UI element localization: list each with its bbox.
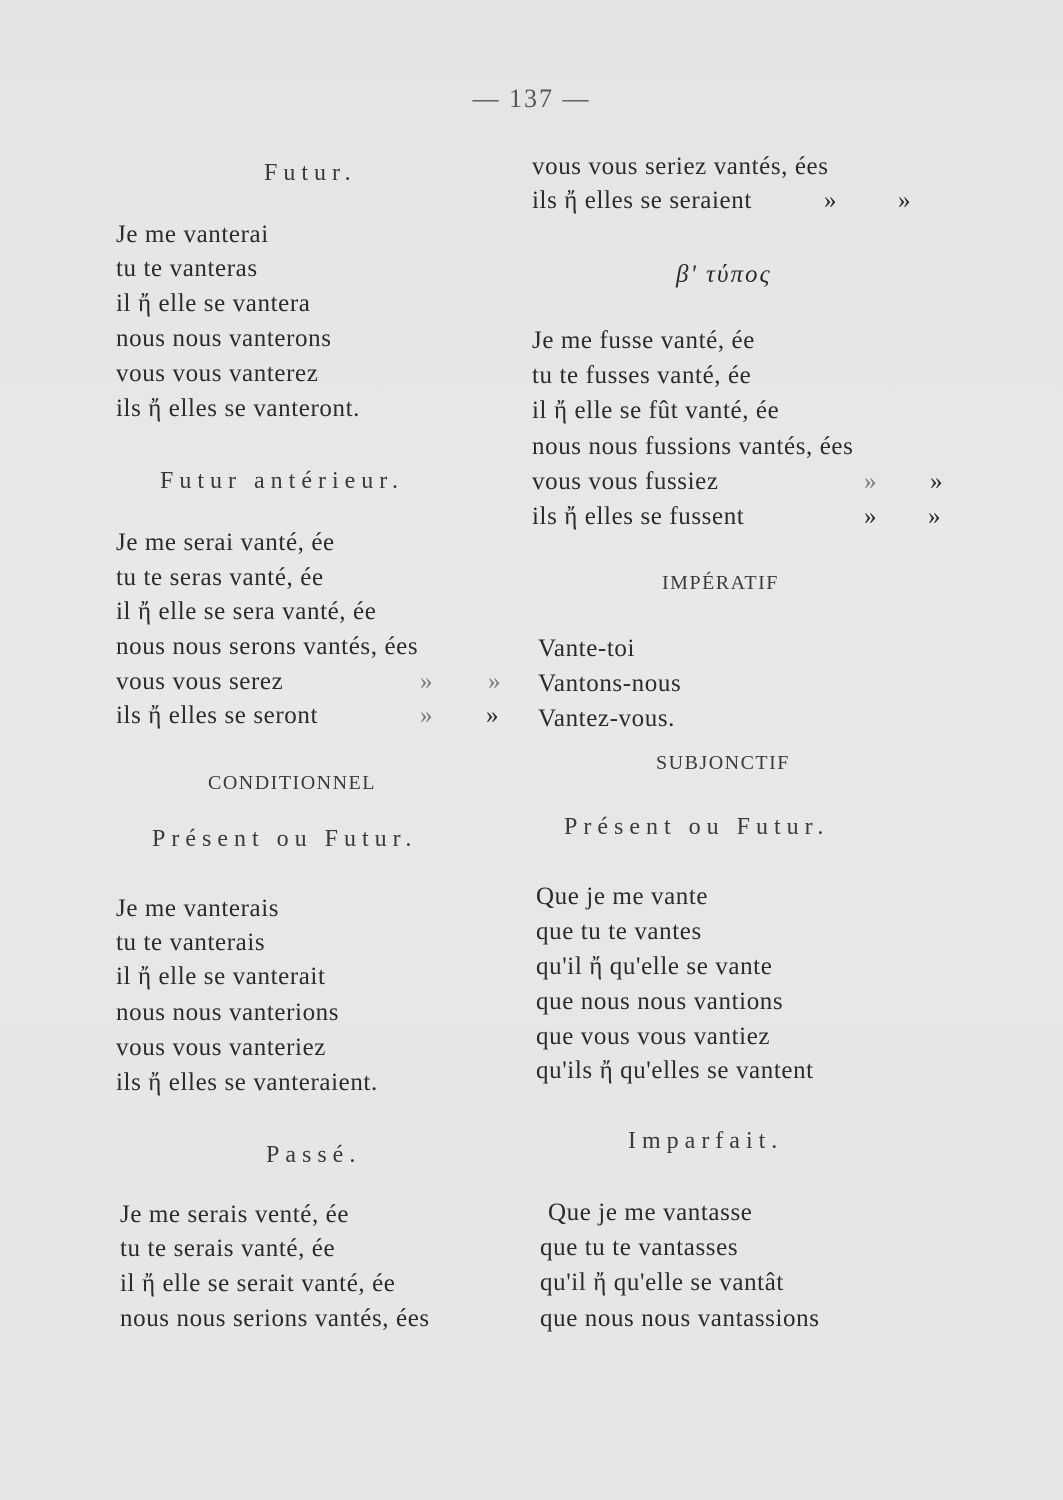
imperatif-line-2: Vantons-nous	[538, 670, 682, 697]
futur-anterieur-line-1: Je me serai vanté, ée	[116, 529, 335, 556]
conditionnel-continued-line-1: vous vous seriez vantés, ées	[532, 153, 829, 180]
conditionnel-subheading: Présent ou Futur.	[152, 826, 418, 852]
ditto-mark: »	[864, 468, 878, 495]
futur-heading: Futur.	[264, 160, 357, 186]
subjonctif-subheading: Présent ou Futur.	[564, 814, 830, 840]
passe-line-2: tu te serais vanté, ée	[120, 1235, 336, 1262]
imparfait-line-4: que nous nous vantassions	[540, 1305, 820, 1332]
ditto-mark: »	[420, 702, 434, 729]
beta-type-line-2: tu te fusses vanté, ée	[532, 362, 752, 389]
subjonctif-line-3: qu'il ἤ qu'elle se vante	[536, 953, 773, 980]
ditto-mark: »	[420, 668, 434, 695]
subjonctif-line-2: que tu te vantes	[536, 918, 702, 945]
imperatif-heading: IMPÉRATIF	[662, 572, 779, 594]
futur-line-1: Je me vanterai	[116, 221, 269, 248]
imparfait-line-3: qu'il ἤ qu'elle se vantât	[540, 1269, 784, 1296]
futur-anterieur-heading: Futur antérieur.	[160, 468, 404, 494]
subjonctif-line-5: que vous vous vantiez	[536, 1023, 771, 1050]
ditto-mark: »	[486, 702, 500, 729]
conditionnel-line-4: nous nous vanterions	[116, 999, 340, 1026]
futur-line-5: vous vous vanterez	[116, 360, 319, 387]
conditionnel-continued-line-2: ils ἤ elles se seraient	[532, 187, 752, 214]
futur-anterieur-line-6: ils ἤ elles se seront	[116, 702, 319, 729]
beta-type-line-4: nous nous fussions vantés, ées	[532, 433, 854, 460]
subjonctif-line-1: Que je me vante	[536, 883, 709, 910]
conditionnel-line-6: ils ἤ elles se vanteraient.	[116, 1069, 378, 1096]
beta-type-line-3: il ἤ elle se fût vanté, ée	[532, 397, 780, 424]
page-number: — 137 —	[472, 84, 591, 113]
futur-anterieur-line-5: vous vous serez	[116, 668, 284, 695]
ditto-mark: »	[824, 187, 838, 214]
conditionnel-heading: CONDITIONNEL	[208, 772, 376, 794]
futur-line-3: il ἤ elle se vantera	[116, 290, 311, 317]
futur-line-6: ils ἤ elles se vanteront.	[116, 395, 360, 422]
beta-type-line-5: vous vous fussiez	[532, 468, 719, 495]
subjonctif-line-4: que nous nous vantions	[536, 988, 784, 1015]
imperatif-line-3: Vantez-vous.	[538, 705, 676, 732]
passe-heading: Passé.	[266, 1142, 362, 1168]
passe-line-3: il ἤ elle se serait vanté, ée	[120, 1270, 396, 1297]
imparfait-line-2: que tu te vantasses	[540, 1234, 739, 1261]
ditto-mark: »	[930, 468, 944, 495]
passe-line-4: nous nous serions vantés, ées	[120, 1305, 430, 1332]
ditto-mark: »	[488, 668, 502, 695]
subjonctif-heading: SUBJONCTIF	[656, 752, 790, 774]
beta-type-heading: β' τύπος	[676, 261, 772, 288]
subjonctif-line-6: qu'ils ἤ qu'elles se vantent	[536, 1057, 814, 1084]
futur-line-4: nous nous vanterons	[116, 325, 332, 352]
conditionnel-line-1: Je me vanterais	[116, 895, 280, 922]
imperatif-line-1: Vante-toi	[538, 635, 636, 662]
ditto-mark: »	[864, 503, 878, 530]
passe-line-1: Je me serais venté, ée	[120, 1201, 350, 1228]
conditionnel-line-2: tu te vanterais	[116, 929, 266, 956]
beta-type-line-1: Je me fusse vanté, ée	[532, 327, 755, 354]
imparfait-heading: Imparfait.	[628, 1128, 784, 1154]
beta-type-line-6: ils ἤ elles se fussent	[532, 503, 745, 530]
futur-line-2: tu te vanteras	[116, 255, 258, 282]
conditionnel-line-3: il ἤ elle se vanterait	[116, 963, 326, 990]
imparfait-line-1: Que je me vantasse	[548, 1199, 753, 1226]
ditto-mark: »	[928, 503, 942, 530]
ditto-mark: »	[898, 187, 912, 214]
conditionnel-line-5: vous vous vanteriez	[116, 1034, 326, 1061]
futur-anterieur-line-4: nous nous serons vantés, ées	[116, 633, 419, 660]
futur-anterieur-line-2: tu te seras vanté, ée	[116, 564, 324, 591]
futur-anterieur-line-3: il ἤ elle se sera vanté, ée	[116, 598, 377, 625]
